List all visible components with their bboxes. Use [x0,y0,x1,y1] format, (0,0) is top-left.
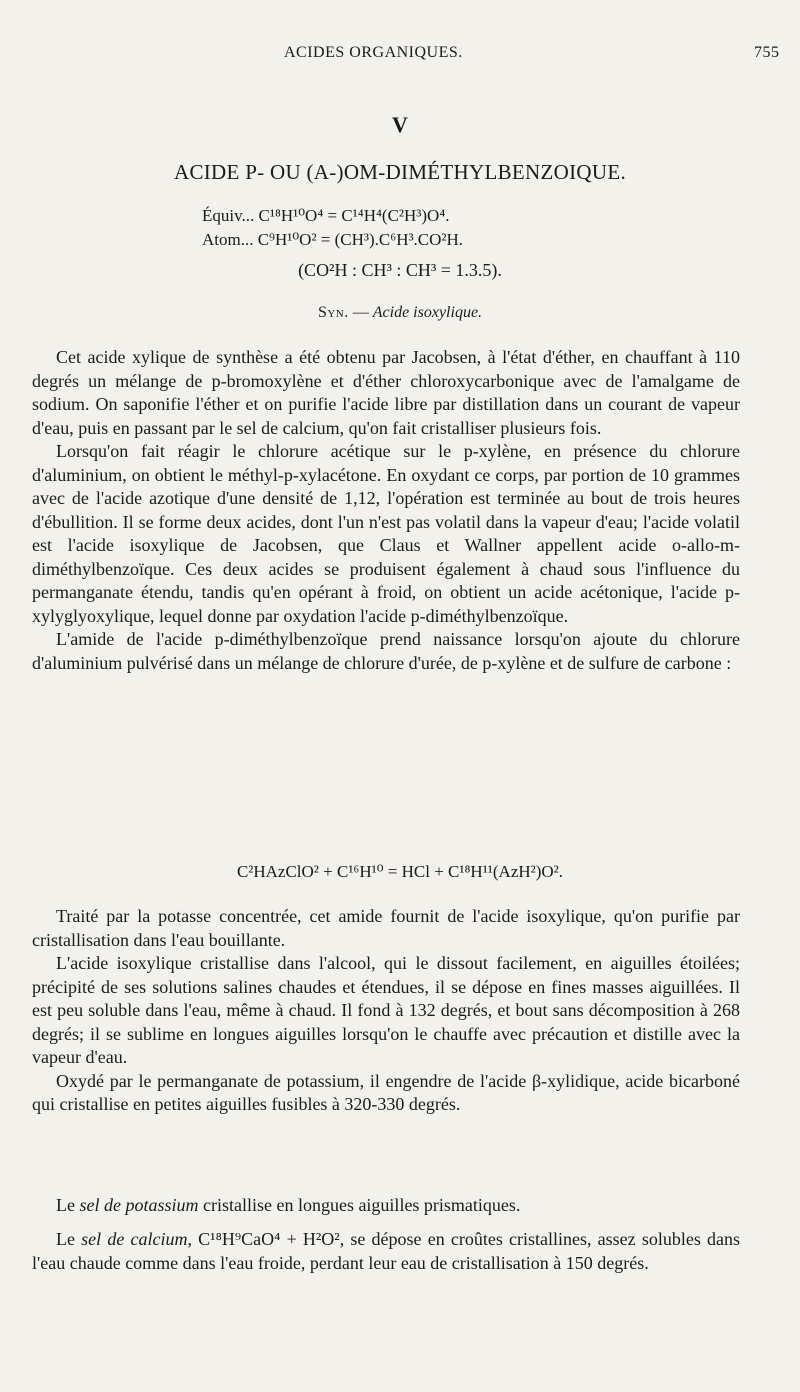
page-number: 755 [754,44,780,61]
running-title: ACIDES ORGANIQUES. [284,44,463,61]
paragraph: Cet acide xylique de synthèse a été obtenu par Jacobsen, à l'état d'éther, en chauffant à 110 degrés un mélange de p-bromoxylène et d'éther chloroxycarbonique avec de l'amalgame de sodium. On saponifie l'éther et on purifie l'acide libre par distillation dans un courant de vapeur d'eau, puis en passant par le sel de calcium, qu'on fait cristalliser plusieurs fois. [32,347,740,438]
formula-atom: Atom... C⁹H¹⁰O² = (CH³).C⁶H³.CO²H. [202,230,464,249]
paragraph: L'acide isoxylique cristallise dans l'alcool, qui le dissout facilement, en aiguilles étoilées; précipité de ses solutions salines chaudes et étendues, il se dépose en fines masses aiguillées. Il est peu soluble dans l'eau, même à chaud. Il fond à 132 degrés, et bout sans décomposition à 268 degrés; il se sublime en longues aiguilles lorsqu'on le chauffe avec précaution et distille avec la vapeur d'eau. [32,953,740,1067]
paragraph: Oxydé par le permanganate de potassium, il engendre de l'acide β-xylidique, acide bicarboné qui cristallise en petites aiguilles fusibles à 320-330 degrés. [32,1070,740,1114]
text-suffix: , C¹⁸H⁹CaO⁴ + H²O², se dépose en croûtes cristallines, assez solubles dans l'eau chaude comme dans l'eau froide, perdant leur eau de cristallisation à 150 degrés. [32,1229,741,1273]
synonym-dash: — [348,304,373,321]
paragraph [32,1194,740,1218]
potassium-salt-paragraph [32,1194,740,1218]
body-text-block-2 [32,905,740,1117]
paragraph: Lorsqu'on fait réagir le chlorure acétique sur le p-xylène, en présence du chlorure d'aluminium, on obtient le méthyl-p-xylacétone. En oxydant ce corps, par portion de 10 grammes avec de l'acide azotique d'une densité de 1,12, l'opération est terminée au bout de trois heures d'ébullition. Il se forme deux acides, dont l'un n'est pas volatil dans la vapeur d'eau; l'acide volatil est l'acide isoxylique de Jacobsen, que Claus et Wallner appellent acide o-allo-m-diméthylbenzoïque. Ces deux acides se produisent également à chaud sous l'influence du permanganate étendu, tandis qu'en opérant à froid, on obtient un acide acétonique, l'acide p-xylyglyoxylique, lequel donne par oxydation l'acide p-diméthylbenzoïque. [32,441,740,626]
section-title: ACIDE P- OU (A-)OM-DIMÉTHYLBENZOIQUE. [173,160,627,184]
text-prefix: Le [56,1229,82,1249]
text-suffix: cristallise en longues aiguilles prismatiques. [198,1195,521,1215]
text-prefix: Le [56,1195,80,1215]
synonym-label: Syn. [317,304,349,321]
paragraph: L'amide de l'acide p-diméthylbenzoïque prend naissance lorsqu'on ajoute du chlorure d'aluminium pulvérisé dans un mélange de chlorure d'urée, de p-xylène et de sulfure de carbone : [32,629,740,673]
running-header [0,44,800,68]
reaction-formula: C²HAzClO² + C¹⁶H¹⁰ = HCl + C¹⁸H¹¹(AzH²)O². [236,862,564,881]
synonym-line [0,304,800,322]
body-text-block-1 [32,346,740,675]
italic-term: sel de potassium [79,1195,199,1215]
section-number: V [392,112,408,137]
paragraph [32,1228,740,1275]
italic-term: sel de calcium [81,1229,188,1249]
formula-equiv: Équiv... C¹⁸H¹⁰O⁴ = C¹⁴H⁴(C²H³)O⁴. [202,206,450,225]
paragraph: Traité par la potasse concentrée, cet amide fournit de l'acide isoxylique, qu'on purifie par cristallisation dans l'eau bouillante. [32,906,740,950]
synonym-name: Acide isoxylique. [372,304,483,321]
calcium-salt-paragraph [32,1228,740,1275]
formula-positions: (CO²H : CH³ : CH³ = 1.3.5). [298,260,502,280]
